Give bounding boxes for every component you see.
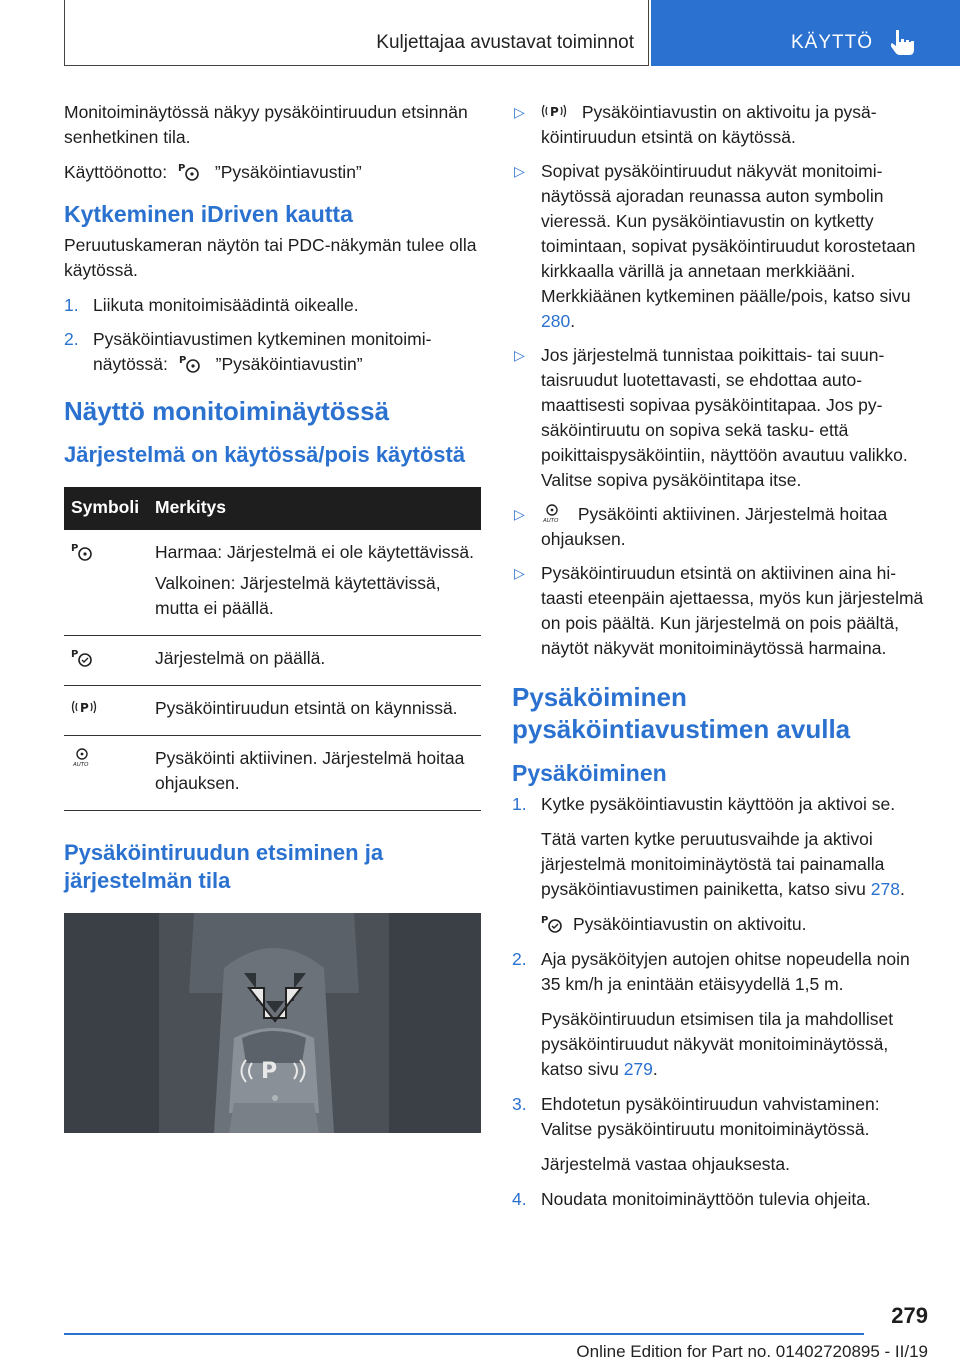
svg-text:P: P — [80, 701, 89, 715]
bullet-triangle-icon: ▷ — [514, 163, 525, 179]
chapter-tab-label: KÄYTTÖ — [791, 32, 874, 53]
list-item — [64, 293, 481, 318]
step-detail: Järjestelmä vastaa ohjauksesta. — [541, 1154, 791, 1174]
step-number: 1. — [512, 794, 527, 814]
step-text: Ehdotetun pysäköintiruudun vahvistaminen: Valitse pysäköintiruutu monitoiminäytössä. — [541, 1094, 880, 1139]
right-column — [512, 100, 928, 1222]
list-item — [512, 792, 928, 937]
step-detail-text: Tätä varten kytke peruutusvaihde ja aktivoi järjestelmä monitoiminäytöstä tai painamalla pysäköintiavustimen painiketta, katso sivu — [541, 829, 885, 899]
chapter-tab[interactable] — [651, 0, 960, 66]
heading-search-state: Pysäköintiruudun etsiminen ja järjestelmän tila — [64, 840, 384, 893]
bullet-text: Jos järjestelmä tunnistaa poikittais- tai suuntaisruudut luotettavasti, se ehdottaa automaattisesti sopivaa pysäköintitapaa. Jos pysäköintiruutu on sopiva sekä tasku- että poikittaispysäköintiin, näyttöön avautuu valikko. Valitse sopiva pysäköintitapa itse. — [541, 345, 908, 490]
parking-steps — [512, 792, 928, 1212]
meaning-text: Valkoinen: Järjestelmä käytettävissä, mutta ei päällä. — [155, 573, 441, 618]
meaning-text: Pysäköintiruudun etsintä on käynnissä. — [155, 698, 458, 718]
svg-text:P: P — [71, 649, 79, 660]
hand-pointer-icon — [891, 26, 919, 56]
list-item — [512, 1187, 928, 1212]
table-row — [64, 636, 481, 686]
step-text: Aja pysäköityjen autojen ohitse nopeudella noin 35 km/h ja enintään etäisyydellä 1,5 m. — [541, 949, 910, 994]
bullet-triangle-icon: ▷ — [514, 565, 525, 581]
list-item — [512, 561, 928, 661]
heading-system-state: Järjestelmä on käytössä/pois käytöstä — [64, 442, 466, 467]
bullet-tail: . — [570, 311, 576, 331]
activation-value: ”Pysäköintiavustin” — [214, 162, 362, 182]
step-detail — [541, 1007, 928, 1082]
step-number: 4. — [512, 1189, 527, 1209]
bullet-text: Pysäköintiavustin on aktivoitu ja pysäköintiruudun etsintä on käytössä. — [541, 102, 877, 147]
header-meaning: Merkitys — [155, 497, 227, 517]
table-row — [64, 736, 481, 811]
list-item — [512, 502, 928, 552]
bullet-triangle-icon: ▷ — [514, 347, 525, 363]
symbol-table — [64, 487, 481, 811]
svg-text:P: P — [71, 543, 79, 554]
bullet-text: Sopivat pysäköintiruudut näkyvät monitoiminäytössä ajoradan reunassa auton symbolin vieressä. Kun pysäköintiavustin on kytketty toimintaan, sopivat pysäköintiruudut korostetaan kirkkaalla värillä ja annetaan merkkiääni. Merkkiäänen kytkeminen päälle/pois, katso sivu — [541, 161, 916, 306]
parking-space-search-icon — [541, 101, 567, 121]
heading-idrive: Kytkeminen iDriven kautta — [64, 201, 353, 227]
meaning-text: Harmaa: Järjestelmä ei ole käytettävissä. — [155, 542, 475, 562]
page-link[interactable]: 280 — [541, 311, 571, 331]
step-text: Pysäköintiavustimen kytkeminen monitoiminäytössä: — [93, 329, 432, 374]
svg-text:P: P — [261, 1059, 278, 1084]
page-link[interactable]: 279 — [623, 1059, 653, 1079]
heading-parking: Pysäköiminen — [512, 760, 667, 786]
heading-parking-with-assist: Pysäköiminen pysäköintiavustimen avulla — [512, 682, 851, 744]
park-assist-on-icon — [541, 913, 563, 933]
step-detail-tail: . — [652, 1059, 658, 1079]
list-item — [512, 343, 928, 493]
svg-text:AUTO: AUTO — [543, 518, 559, 523]
step-number: 2. — [512, 949, 527, 969]
park-auto-icon — [71, 747, 93, 767]
activation-prefix: Käyttöönotto: — [64, 162, 168, 182]
svg-text:P: P — [541, 915, 549, 926]
list-item — [512, 1092, 928, 1177]
section-box — [64, 0, 649, 66]
table-row — [64, 686, 481, 736]
left-column — [64, 100, 481, 1133]
list-item — [512, 159, 928, 334]
activation-line — [64, 160, 481, 185]
park-assist-icon — [178, 161, 200, 181]
list-item — [512, 947, 928, 1082]
park-assist-grey-icon — [71, 541, 93, 561]
idrive-text: Peruutuskameran näytön tai PDC-näkymän tulee olla käytössä. — [64, 235, 477, 280]
step-detail — [541, 827, 928, 902]
park-auto-icon — [541, 503, 563, 523]
step-note-text: Pysäköintiavustin on aktivoitu. — [573, 914, 807, 934]
step-detail-text: Pysäköintiruudun etsimisen tila ja mahdolliset pysäköintiruudut näkyvät monitoiminäytössä, katso sivu — [541, 1009, 894, 1079]
step-text: Kytke pysäköintiavustin käyttöön ja aktivoi se. — [541, 794, 896, 814]
meaning-text: Järjestelmä on päällä. — [155, 648, 326, 668]
meaning-text: Pysäköinti aktiivinen. Järjestelmä hoitaa ohjauksen. — [155, 748, 465, 793]
header-symbol: Symboli — [71, 497, 140, 517]
bullet-triangle-icon: ▷ — [514, 506, 525, 522]
bullet-text: Pysäköintiruudun etsintä on aktiivinen aina hitaasti eteenpäin ajettaessa, myös kun järjestelmä on pois päältä. Kun järjestelmä on pois päältä, näytöt näkyvät monitoiminäytössä harmaina. — [541, 563, 924, 658]
edition-text: Online Edition for Part no. 01402720895 - II/19 — [576, 1342, 928, 1361]
step-note — [541, 912, 928, 937]
table-row — [64, 530, 481, 636]
car-search-illustration — [64, 913, 481, 1133]
monitor-screen-image — [64, 913, 481, 1133]
svg-text:P: P — [178, 163, 186, 174]
step-number: 1. — [64, 295, 79, 315]
page-header — [64, 0, 960, 66]
park-assist-icon — [179, 353, 201, 373]
section-title: Kuljettajaa avustavat toiminnot — [376, 32, 634, 53]
page-number: 279 — [891, 1303, 928, 1328]
list-item — [64, 327, 481, 377]
step-number: 3. — [512, 1094, 527, 1114]
footer-divider — [64, 1333, 864, 1335]
step-number: 2. — [64, 329, 79, 349]
bullet-text: Pysäköinti aktiivinen. Järjestelmä hoitaa ohjauksen. — [541, 504, 888, 549]
svg-text:P: P — [550, 105, 559, 119]
step-text: Noudata monitoiminäyttöön tulevia ohjeita. — [541, 1189, 871, 1209]
step-detail-tail: . — [899, 879, 905, 899]
step-tail: ”Pysäköintiavustin” — [215, 354, 363, 374]
idrive-steps — [64, 293, 481, 377]
parking-space-search-icon — [71, 697, 97, 717]
table-header — [64, 487, 481, 530]
page-link[interactable]: 278 — [870, 879, 900, 899]
step-text: Liikuta monitoimisäädintä oikealle. — [93, 295, 359, 315]
svg-text:P: P — [178, 355, 187, 366]
list-item — [512, 100, 928, 150]
park-assist-on-icon — [71, 647, 93, 667]
heading-display: Näyttö monitoiminäytössä — [64, 396, 390, 426]
intro-text: Monitoiminäytössä näkyy pysäköintiruudun etsinnän senhetkinen tila. — [64, 102, 468, 147]
svg-text:AUTO: AUTO — [73, 762, 89, 767]
bullet-triangle-icon: ▷ — [514, 104, 525, 120]
